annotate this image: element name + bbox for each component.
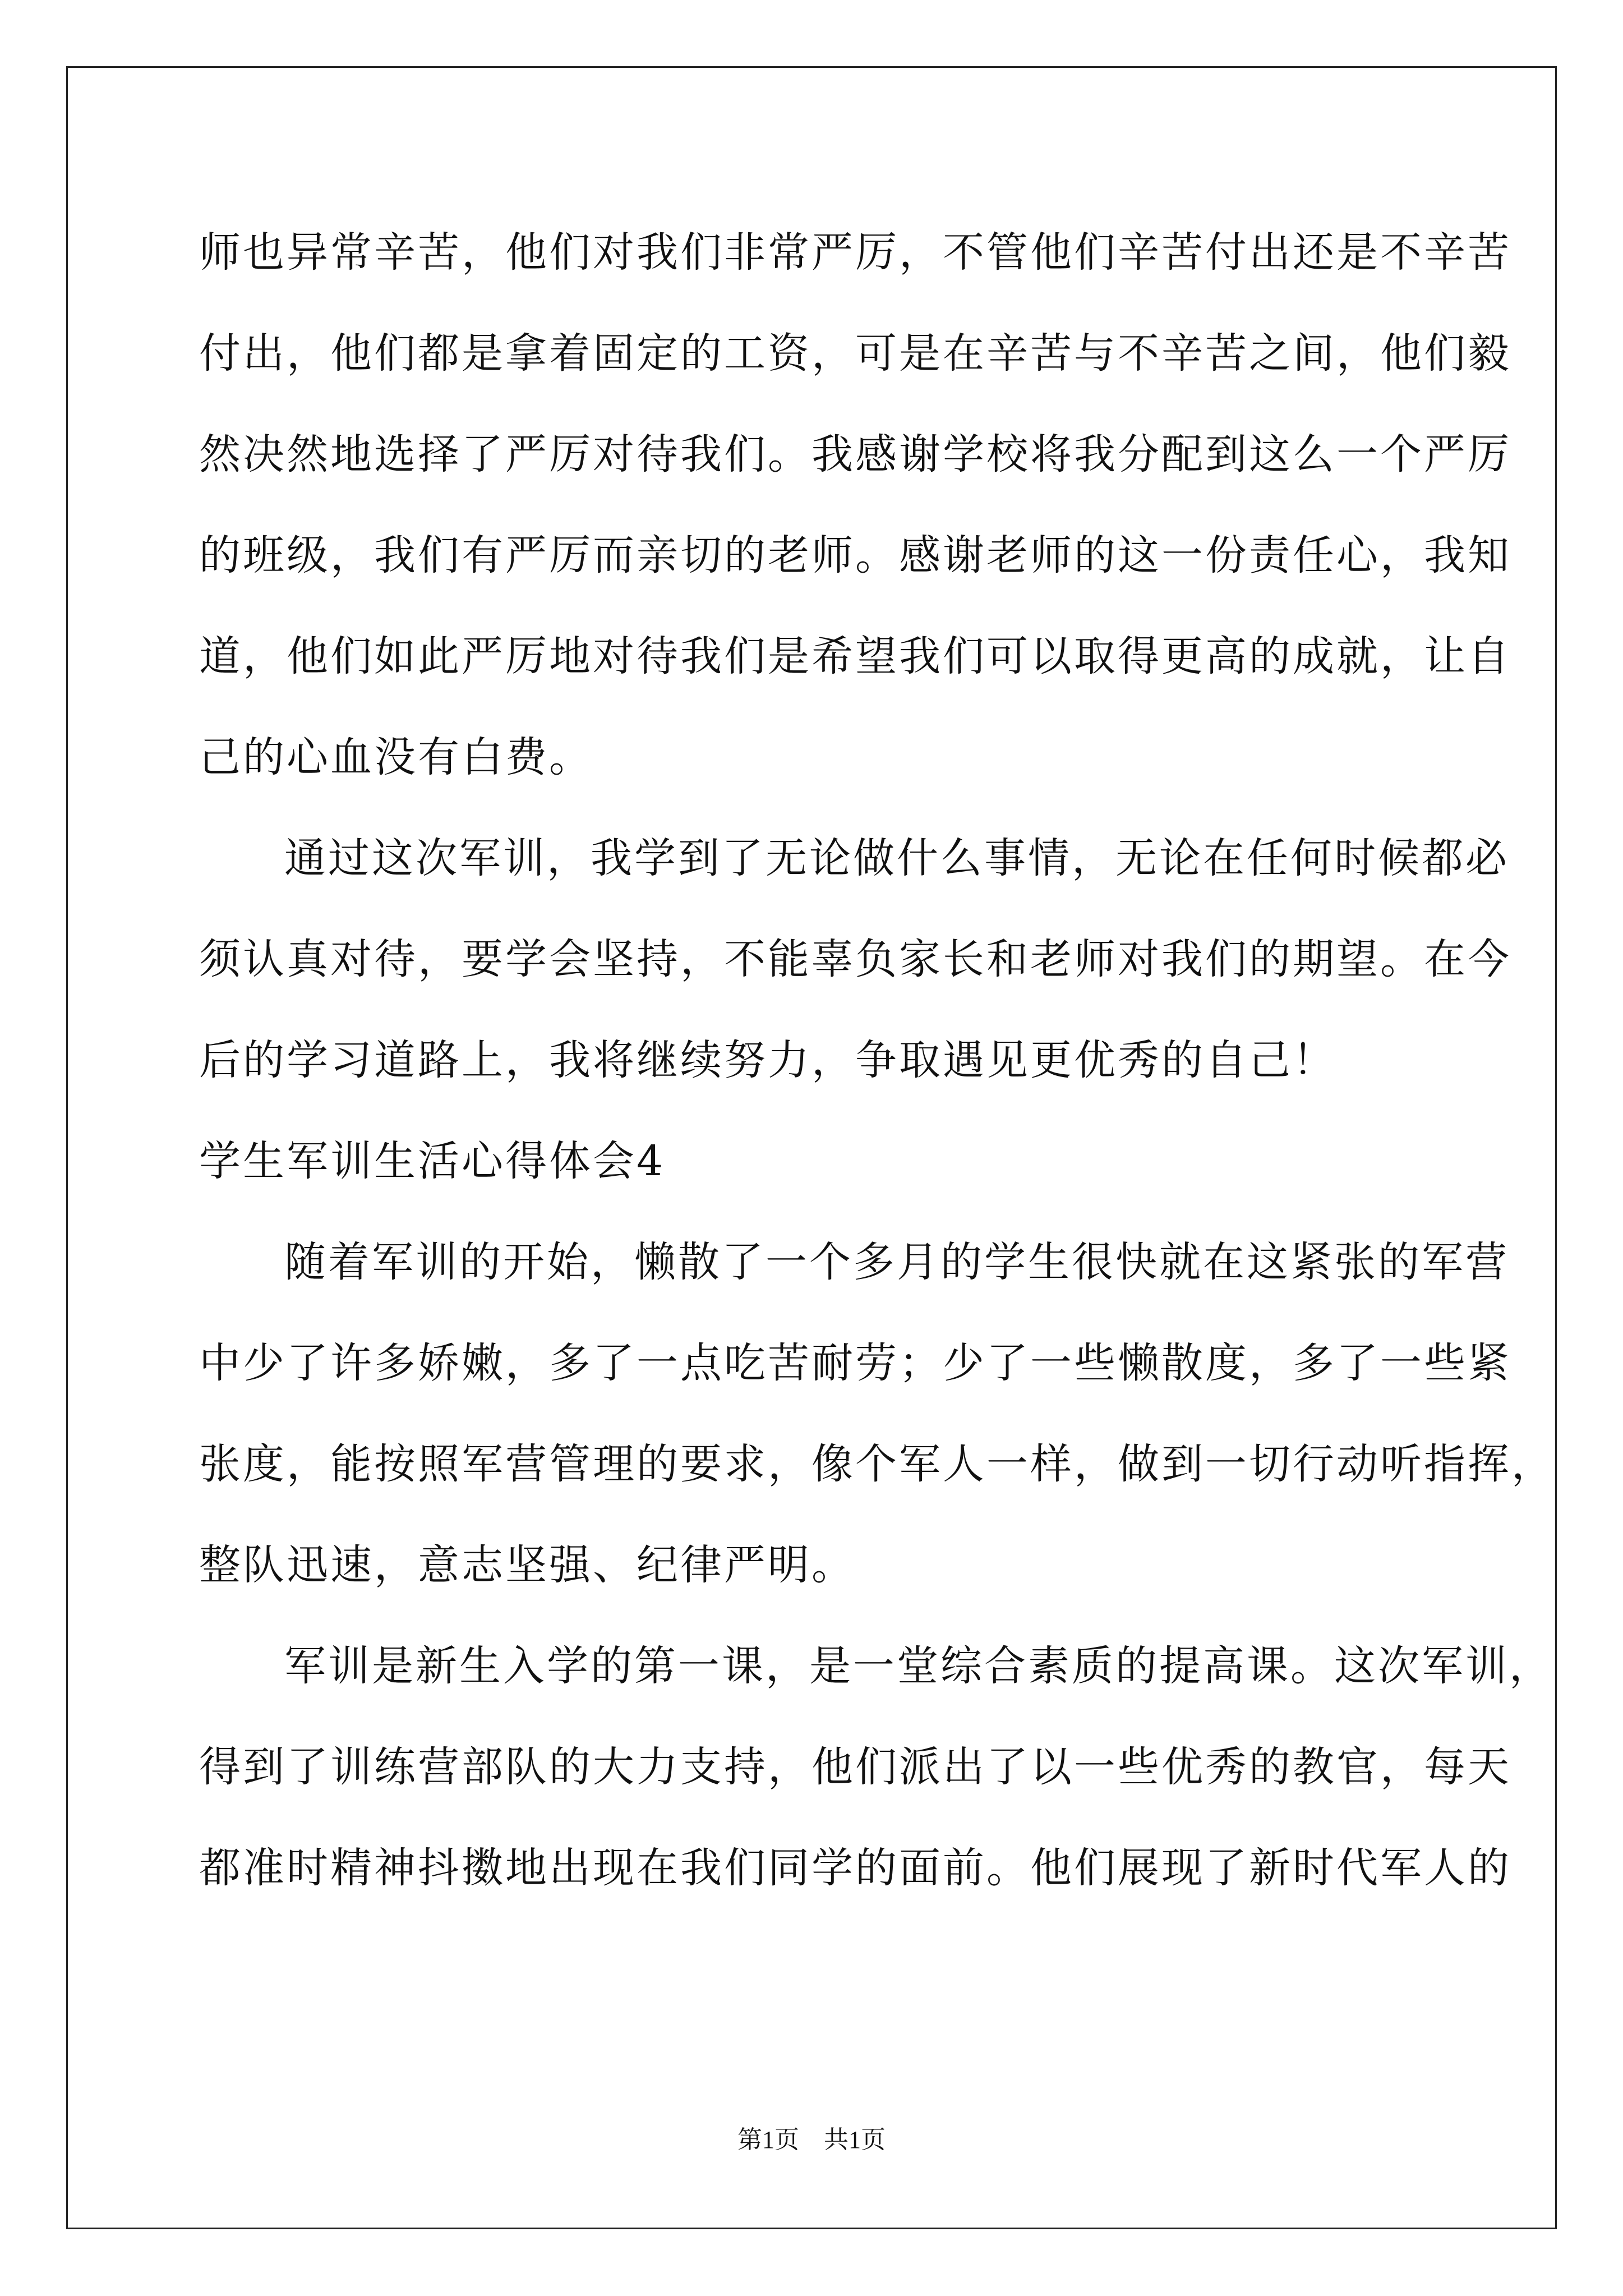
text-line: 道，他们如此严厉地对待我们是希望我们可以取得更高的成就，让自 <box>199 632 1511 680</box>
text-line: 通过这次军训，我学到了无论做什么事情，无论在任何时候都必 <box>284 834 1509 882</box>
section-heading: 学生军训生活心得体会4 <box>199 1137 666 1185</box>
text-line: 的班级，我们有严厉而亲切的老师。感谢老师的这一份责任心，我知 <box>199 531 1511 579</box>
document-body <box>199 202 1555 1918</box>
text-line: 后的学习道路上，我将继续努力，争取遇见更优秀的自己！ <box>199 1036 1336 1084</box>
paragraph-1 <box>199 202 1511 808</box>
text-line: 得到了训练营部队的大力支持，他们派出了以一些优秀的教官，每天 <box>199 1743 1511 1791</box>
text-line: 都准时精神抖擞地出现在我们同学的面前。他们展现了新时代军人的 <box>199 1844 1511 1892</box>
text-line: 军训是新生入学的第一课，是一堂综合素质的提高课。这次军训， <box>284 1642 1553 1690</box>
paragraph-2 <box>199 808 1511 1111</box>
text-line: 然决然地选择了严厉对待我们。我感谢学校将我分配到这么一个严厉 <box>199 430 1511 478</box>
page-total: 共1页 <box>824 2126 886 2154</box>
page-footer <box>0 2123 1623 2157</box>
text-line: 中少了许多娇嫩，多了一点吃苦耐劳；少了一些懒散度，多了一些紧 <box>199 1339 1511 1387</box>
page-number: 第1页 <box>737 2126 799 2154</box>
text-line: 付出，他们都是拿着固定的工资，可是在辛苦与不辛苦之间，他们毅 <box>199 329 1511 378</box>
text-line: 张度，能按照军营管理的要求，像个军人一样，做到一切行动听指挥， <box>199 1440 1555 1488</box>
text-line: 整队迅速，意志坚强、纪律严明。 <box>199 1541 855 1589</box>
text-line: 随着军训的开始，懒散了一个多月的学生很快就在这紧张的军营 <box>284 1238 1509 1286</box>
text-line: 己的心血没有白费。 <box>199 733 593 781</box>
text-line: 师也异常辛苦，他们对我们非常严厉，不管他们辛苦付出还是不辛苦 <box>199 228 1511 277</box>
paragraph-4 <box>199 1616 1553 1918</box>
paragraph-3 <box>199 1212 1555 1616</box>
text-line: 须认真对待，要学会坚持，不能辜负家长和老师对我们的期望。在今 <box>199 935 1511 983</box>
